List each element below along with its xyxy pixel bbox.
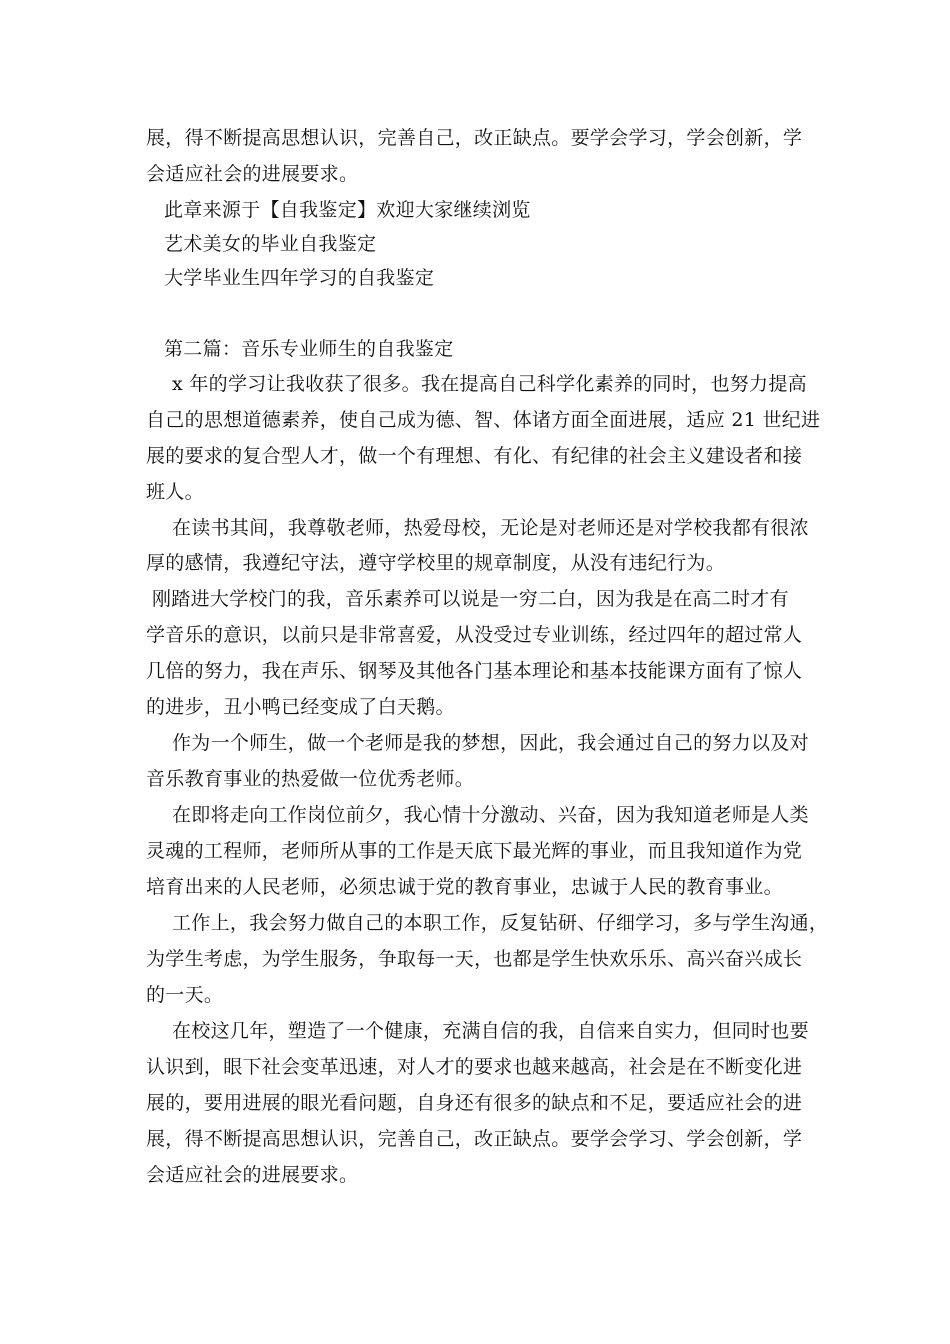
text-line: 在校这几年，塑造了一个健康，充满自信的我，自信来自实力，但同时也要 (172, 1020, 809, 1042)
text-line: 灵魂的工程师，老师所从事的工作是天底下最光辉的事业，而且我知道作为党 (146, 840, 803, 862)
text-line: 在读书其间，我尊敬老师，热爱母校，无论是对老师还是对学校我都有很浓 (172, 517, 809, 539)
text-line: 几倍的努力，我在声乐、钢琴及其他各门基本理论和基本技能课方面有了惊人 (146, 660, 803, 682)
text-line: 会适应社会的进展要求。 (146, 163, 359, 185)
text-line: 展，得不断提高思想认识，完善自己，改正缺点。要学会学习，学会创新，学 (146, 127, 803, 149)
text-line: 厚的感情，我遵纪守法，遵守学校里的规章制度，从没有违纪行为。 (146, 552, 726, 574)
text-line: 的一天。 (146, 984, 224, 1006)
text-line: 班人。 (146, 481, 204, 503)
text-line: 为学生考虑，为学生服务，争取每一天，也都是学生快欢乐乐、高兴奋兴成长 (146, 948, 803, 970)
section-title: 第二篇：音乐专业师生的自我鉴定 (164, 338, 454, 360)
text-line: 会适应社会的进展要求。 (146, 1164, 359, 1186)
text-line: 展，得不断提高思想认识，完善自己，改正缺点。要学会学习、学会创新，学 (146, 1128, 803, 1150)
related-link[interactable]: 艺术美女的毕业自我鉴定 (164, 233, 377, 255)
source-note: 此章来源于【自我鉴定】欢迎大家继续浏览 (164, 199, 531, 221)
text-line: 在即将走向工作岗位前夕，我心情十分激动、兴奋，因为我知道老师是人类 (172, 804, 809, 826)
text-line: 展的要求的复合型人才，做一个有理想、有化、有纪律的社会主义建设者和接 (146, 445, 803, 467)
text-line: 刚踏进大学校门的我，音乐素养可以说是一穷二白，因为我是在高二时才有 (152, 588, 789, 610)
text-line: 培育出来的人民老师，必须忠诚于党的教育事业，忠诚于人民的教育事业。 (146, 876, 783, 898)
text-line: 的进步，丑小鸭已经变成了白天鹅。 (146, 696, 455, 718)
text-line: 展的，要用进展的眼光看问题，自身还有很多的缺点和不足，要适应社会的进 (146, 1092, 803, 1114)
text-line: 认识到，眼下社会变革迅速，对人才的要求也越来越高，社会是在不断变化进 (146, 1056, 803, 1078)
text-line: x 年的学习让我收获了很多。我在提高自己科学化素养的同时，也努力提高 (172, 373, 807, 395)
text-line: 学音乐的意识，以前只是非常喜爱，从没受过专业训练，经过四年的超过常人 (146, 624, 803, 646)
text-line: 自己的思想道德素养，使自己成为德、智、体诸方面全面进展，适应 21 世纪进 (146, 409, 821, 431)
text-line: 音乐教育事业的热爱做一位优秀老师。 (146, 768, 475, 790)
text-line: 作为一个师生，做一个老师是我的梦想，因此，我会通过自己的努力以及对 (172, 732, 809, 754)
text-line: 工作上，我会努力做自己的本职工作，反复钻研、仔细学习，多与学生沟通， (172, 912, 829, 934)
related-link[interactable]: 大学毕业生四年学习的自我鉴定 (164, 267, 435, 289)
